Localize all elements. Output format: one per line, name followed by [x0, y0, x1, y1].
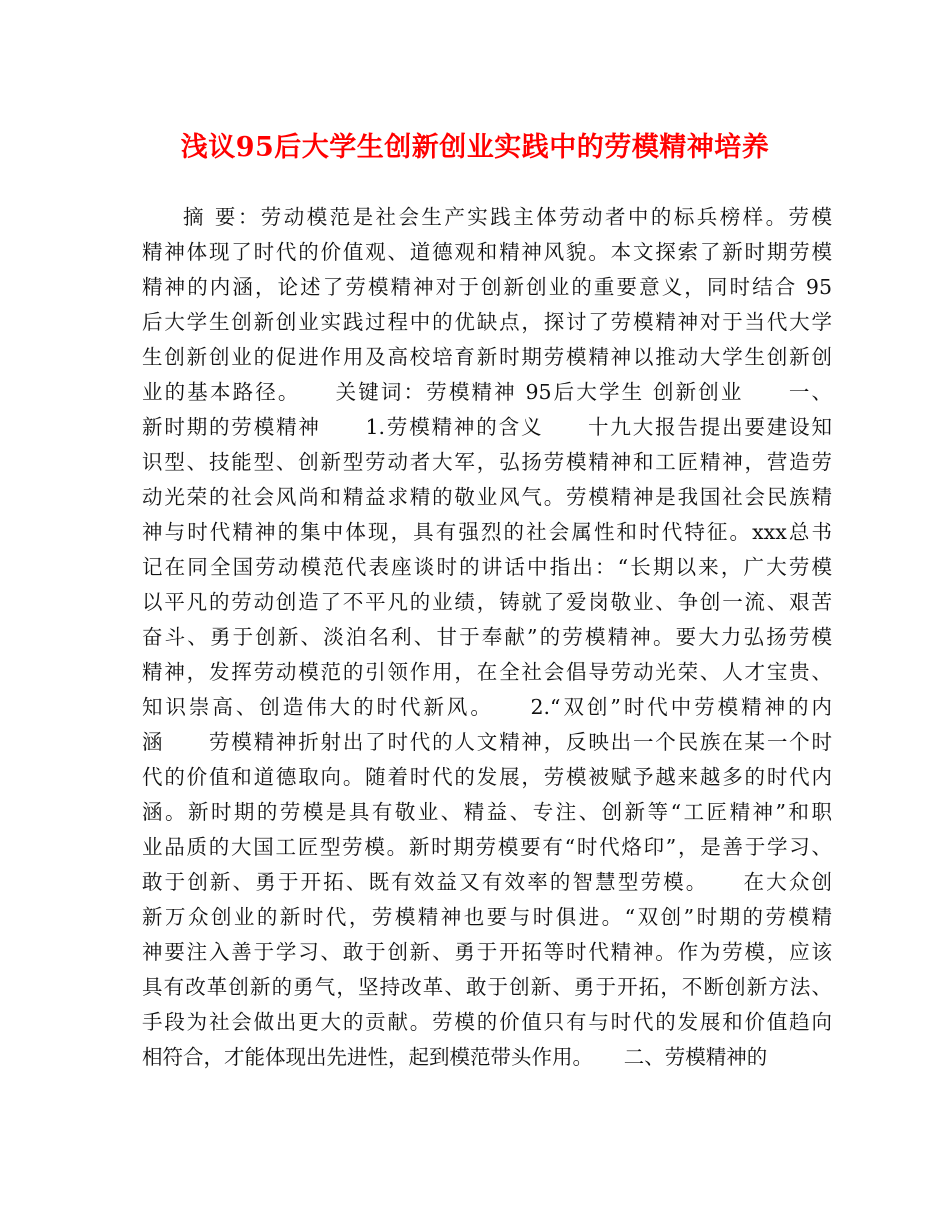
body-line: 相符合，才能体现出先进性，起到模范带头作用。 二、劳模精神的	[142, 1045, 768, 1069]
body-line: 识型、技能型、创新型劳动者大军，弘扬劳模精神和工匠精神，营造劳	[142, 450, 832, 474]
body-line: 神与时代精神的集中体现，具有强烈的社会属性和时代特征。xxx总书	[142, 520, 832, 544]
document-title: 浅议95后大学生创新创业实践中的劳模精神培养	[180, 132, 770, 163]
body-line: 业品质的大国工匠型劳模。新时期劳模要有“时代烙印”，是善于学习、	[142, 835, 832, 859]
body-line: 知识崇高、创造伟大的时代新风。 2.“双创”时代中劳模精神的内	[142, 695, 832, 719]
body-line: 精神的内涵，论述了劳模精神对于创新创业的重要意义，同时结合 95	[142, 275, 832, 299]
body-line: 新万众创业的新时代，劳模精神也要与时俱进。“双创”时期的劳模精	[142, 905, 832, 929]
body-line: 新时期的劳模精神 1.劳模精神的含义 十九大报告提出要建设知	[142, 415, 832, 439]
body-line: 涵 劳模精神折射出了时代的人文精神，反映出一个民族在某一个时	[142, 730, 832, 754]
body-line: 手段为社会做出更大的贡献。劳模的价值只有与时代的发展和价值趋向	[142, 1010, 832, 1034]
body-line: 精神体现了时代的价值观、道德观和精神风貌。本文探索了新时期劳模	[142, 240, 832, 264]
body-line: 具有改革创新的勇气，坚持改革、敢于创新、勇于开拓，不断创新方法、	[142, 975, 832, 999]
body-line: 以平凡的劳动创造了不平凡的业绩，铸就了爱岗敬业、争创一流、艰苦	[142, 590, 832, 614]
body-line: 敢于创新、勇于开拓、既有效益又有效率的智慧型劳模。 在大众创	[142, 870, 832, 894]
body-line: 代的价值和道德取向。随着时代的发展，劳模被赋予越来越多的时代内	[142, 765, 832, 789]
body-line: 精神，发挥劳动模范的引领作用，在全社会倡导劳动光荣、人才宝贵、	[142, 660, 832, 684]
body-line: 摘 要：劳动模范是社会生产实践主体劳动者中的标兵榜样。劳模	[183, 205, 832, 229]
body-line: 涵。新时期的劳模是具有敬业、精益、专注、创新等“工匠精神”和职	[142, 800, 832, 824]
body-line: 记在同全国劳动模范代表座谈时的讲话中指出：“长期以来，广大劳模	[142, 555, 832, 579]
document-body	[142, 200, 832, 1075]
body-line: 动光荣的社会风尚和精益求精的敬业风气。劳模精神是我国社会民族精	[142, 485, 832, 509]
body-line: 后大学生创新创业实践过程中的优缺点，探讨了劳模精神对于当代大学	[142, 310, 832, 334]
body-line: 生创新创业的促进作用及高校培育新时期劳模精神以推动大学生创新创	[142, 345, 832, 369]
body-line: 神要注入善于学习、敢于创新、勇于开拓等时代精神。作为劳模，应该	[142, 940, 832, 964]
body-line: 奋斗、勇于创新、淡泊名利、甘于奉献”的劳模精神。要大力弘扬劳模	[142, 625, 832, 649]
body-line: 业的基本路径。 关键词：劳模精神 95后大学生 创新创业 一、	[142, 380, 832, 404]
